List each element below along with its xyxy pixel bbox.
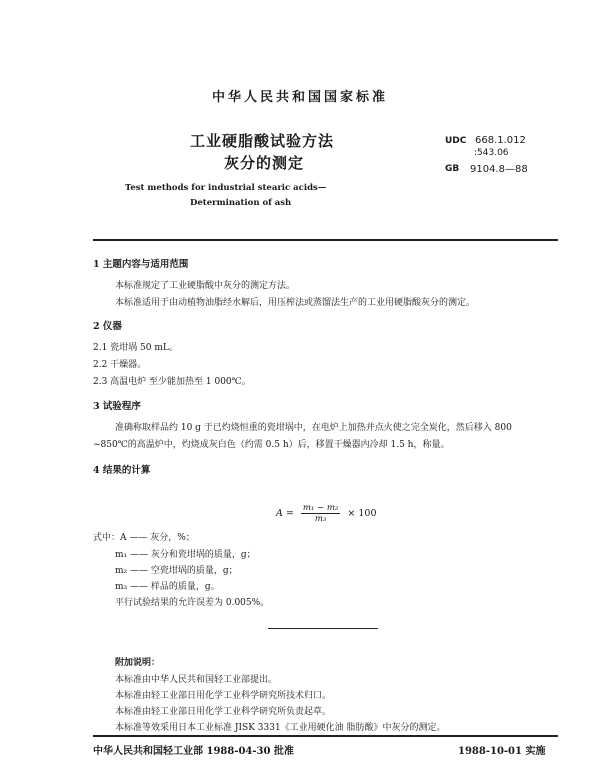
formula-definition-m3: m₃ —— 样品的质量，g。: [115, 582, 220, 592]
header-divider: [93, 239, 558, 241]
approval-date: 中华人民共和国轻工业部 1988-04-30 批准: [93, 746, 294, 757]
section-4-heading: 4 结果的计算: [93, 465, 151, 476]
footer-divider: [93, 735, 558, 737]
document-title-cn-line1: 工业硬脂酸试验方法: [190, 132, 335, 150]
gb-code: 9104.8—88: [470, 164, 528, 175]
section-2-heading: 2 仪器: [93, 321, 122, 332]
udc-label: UDC: [445, 136, 467, 146]
implementation-date: 1988-10-01 实施: [458, 746, 546, 757]
formula-denominator: m₃: [314, 514, 327, 524]
section-2-item-2: 2.2 干燥器。: [93, 360, 147, 370]
section-3-paragraph-line-1: 准确称取样品约 10 g 于已灼烧恒重的瓷坩埚中，在电炉上加热并点火使之完全炭化，然后移入 800: [115, 423, 512, 433]
section-divider: [268, 628, 378, 629]
notes-heading: 附加说明：: [115, 658, 161, 668]
document-title-en-line1: Test methods for industrial stearic acids—: [125, 183, 327, 193]
note-3: 本标准由轻工业部日用化学工业科学研究所负责起草。: [115, 707, 332, 717]
udc-code-primary: 668.1.012: [475, 135, 526, 146]
formula-fraction: [301, 503, 340, 524]
formula-where: 式中：A —— 灰分，%；: [93, 533, 195, 543]
tolerance-statement: 平行试验结果的允许误差为 0.005%。: [115, 598, 270, 608]
standard-title: 中华人民共和国国家标准: [211, 90, 388, 105]
section-3-heading: 3 试验程序: [93, 401, 141, 412]
formula-definition-m2: m₂ —— 空瓷坩埚的质量，g；: [115, 566, 238, 576]
formula-lhs: A =: [276, 508, 294, 519]
udc-code-secondary: :543.06: [474, 148, 509, 158]
document-title-en-line2: Determination of ash: [190, 198, 292, 208]
formula-multiplier: × 100: [347, 508, 377, 519]
ash-formula: [276, 503, 377, 524]
note-4: 本标准等效采用日本工业标准 JISK 3331《工业用硬化油 脂肪酸》中灰分的测定。: [115, 723, 446, 733]
note-2: 本标准由轻工业部日用化学工业科学研究所技术归口。: [115, 691, 332, 701]
section-1-heading: 1 主题内容与适用范围: [93, 259, 189, 270]
section-2-item-1: 2.1 瓷坩埚 50 mL。: [93, 343, 178, 353]
section-1-paragraph-2: 本标准适用于由动植物油脂经水解后，用压榨法或蒸馏法生产的工业用硬脂酸灰分的测定。: [115, 298, 476, 308]
section-3-paragraph-line-2: ~850℃的高温炉中，灼烧成灰白色（约需 0.5 h）后，移置干燥器内冷却 1.5 h，称量。: [93, 440, 450, 450]
formula-definition-m1: m₁ —— 灰分和瓷坩埚的质量，g；: [115, 550, 256, 560]
section-1-paragraph-1: 本标准规定了工业硬脂酸中灰分的测定方法。: [115, 281, 296, 291]
gb-label: GB: [445, 164, 460, 174]
note-1: 本标准由中华人民共和国轻工业部提出。: [115, 675, 278, 685]
formula-numerator: m₁ − m₂: [302, 503, 339, 513]
section-2-item-3: 2.3 高温电炉 至少能加热至 1 000℃。: [93, 377, 251, 387]
document-title-cn-line2: 灰分的测定: [224, 154, 305, 172]
